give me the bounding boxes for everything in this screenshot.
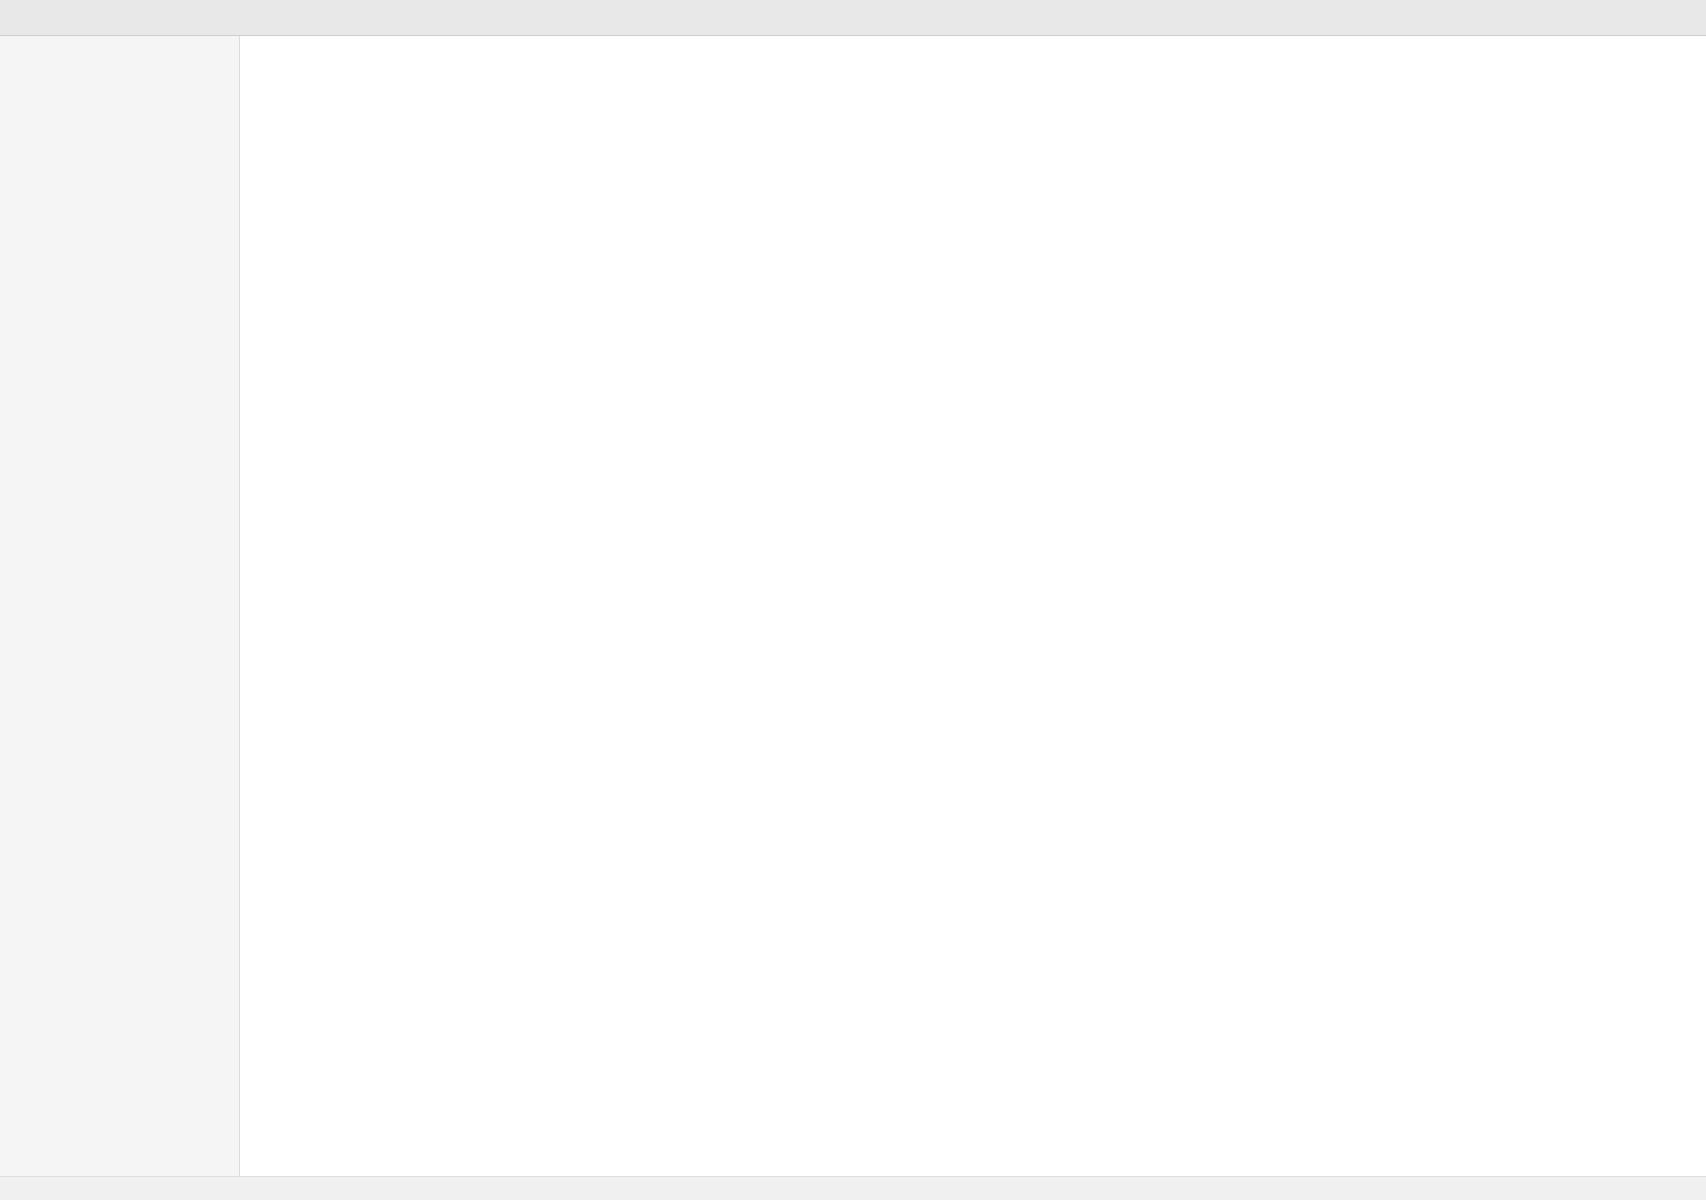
title-bar: [0, 0, 1706, 36]
status-bar: [0, 1176, 1706, 1200]
window-body: [0, 36, 1706, 1176]
main-content: [240, 36, 1706, 1176]
sidebar: [0, 36, 240, 1176]
